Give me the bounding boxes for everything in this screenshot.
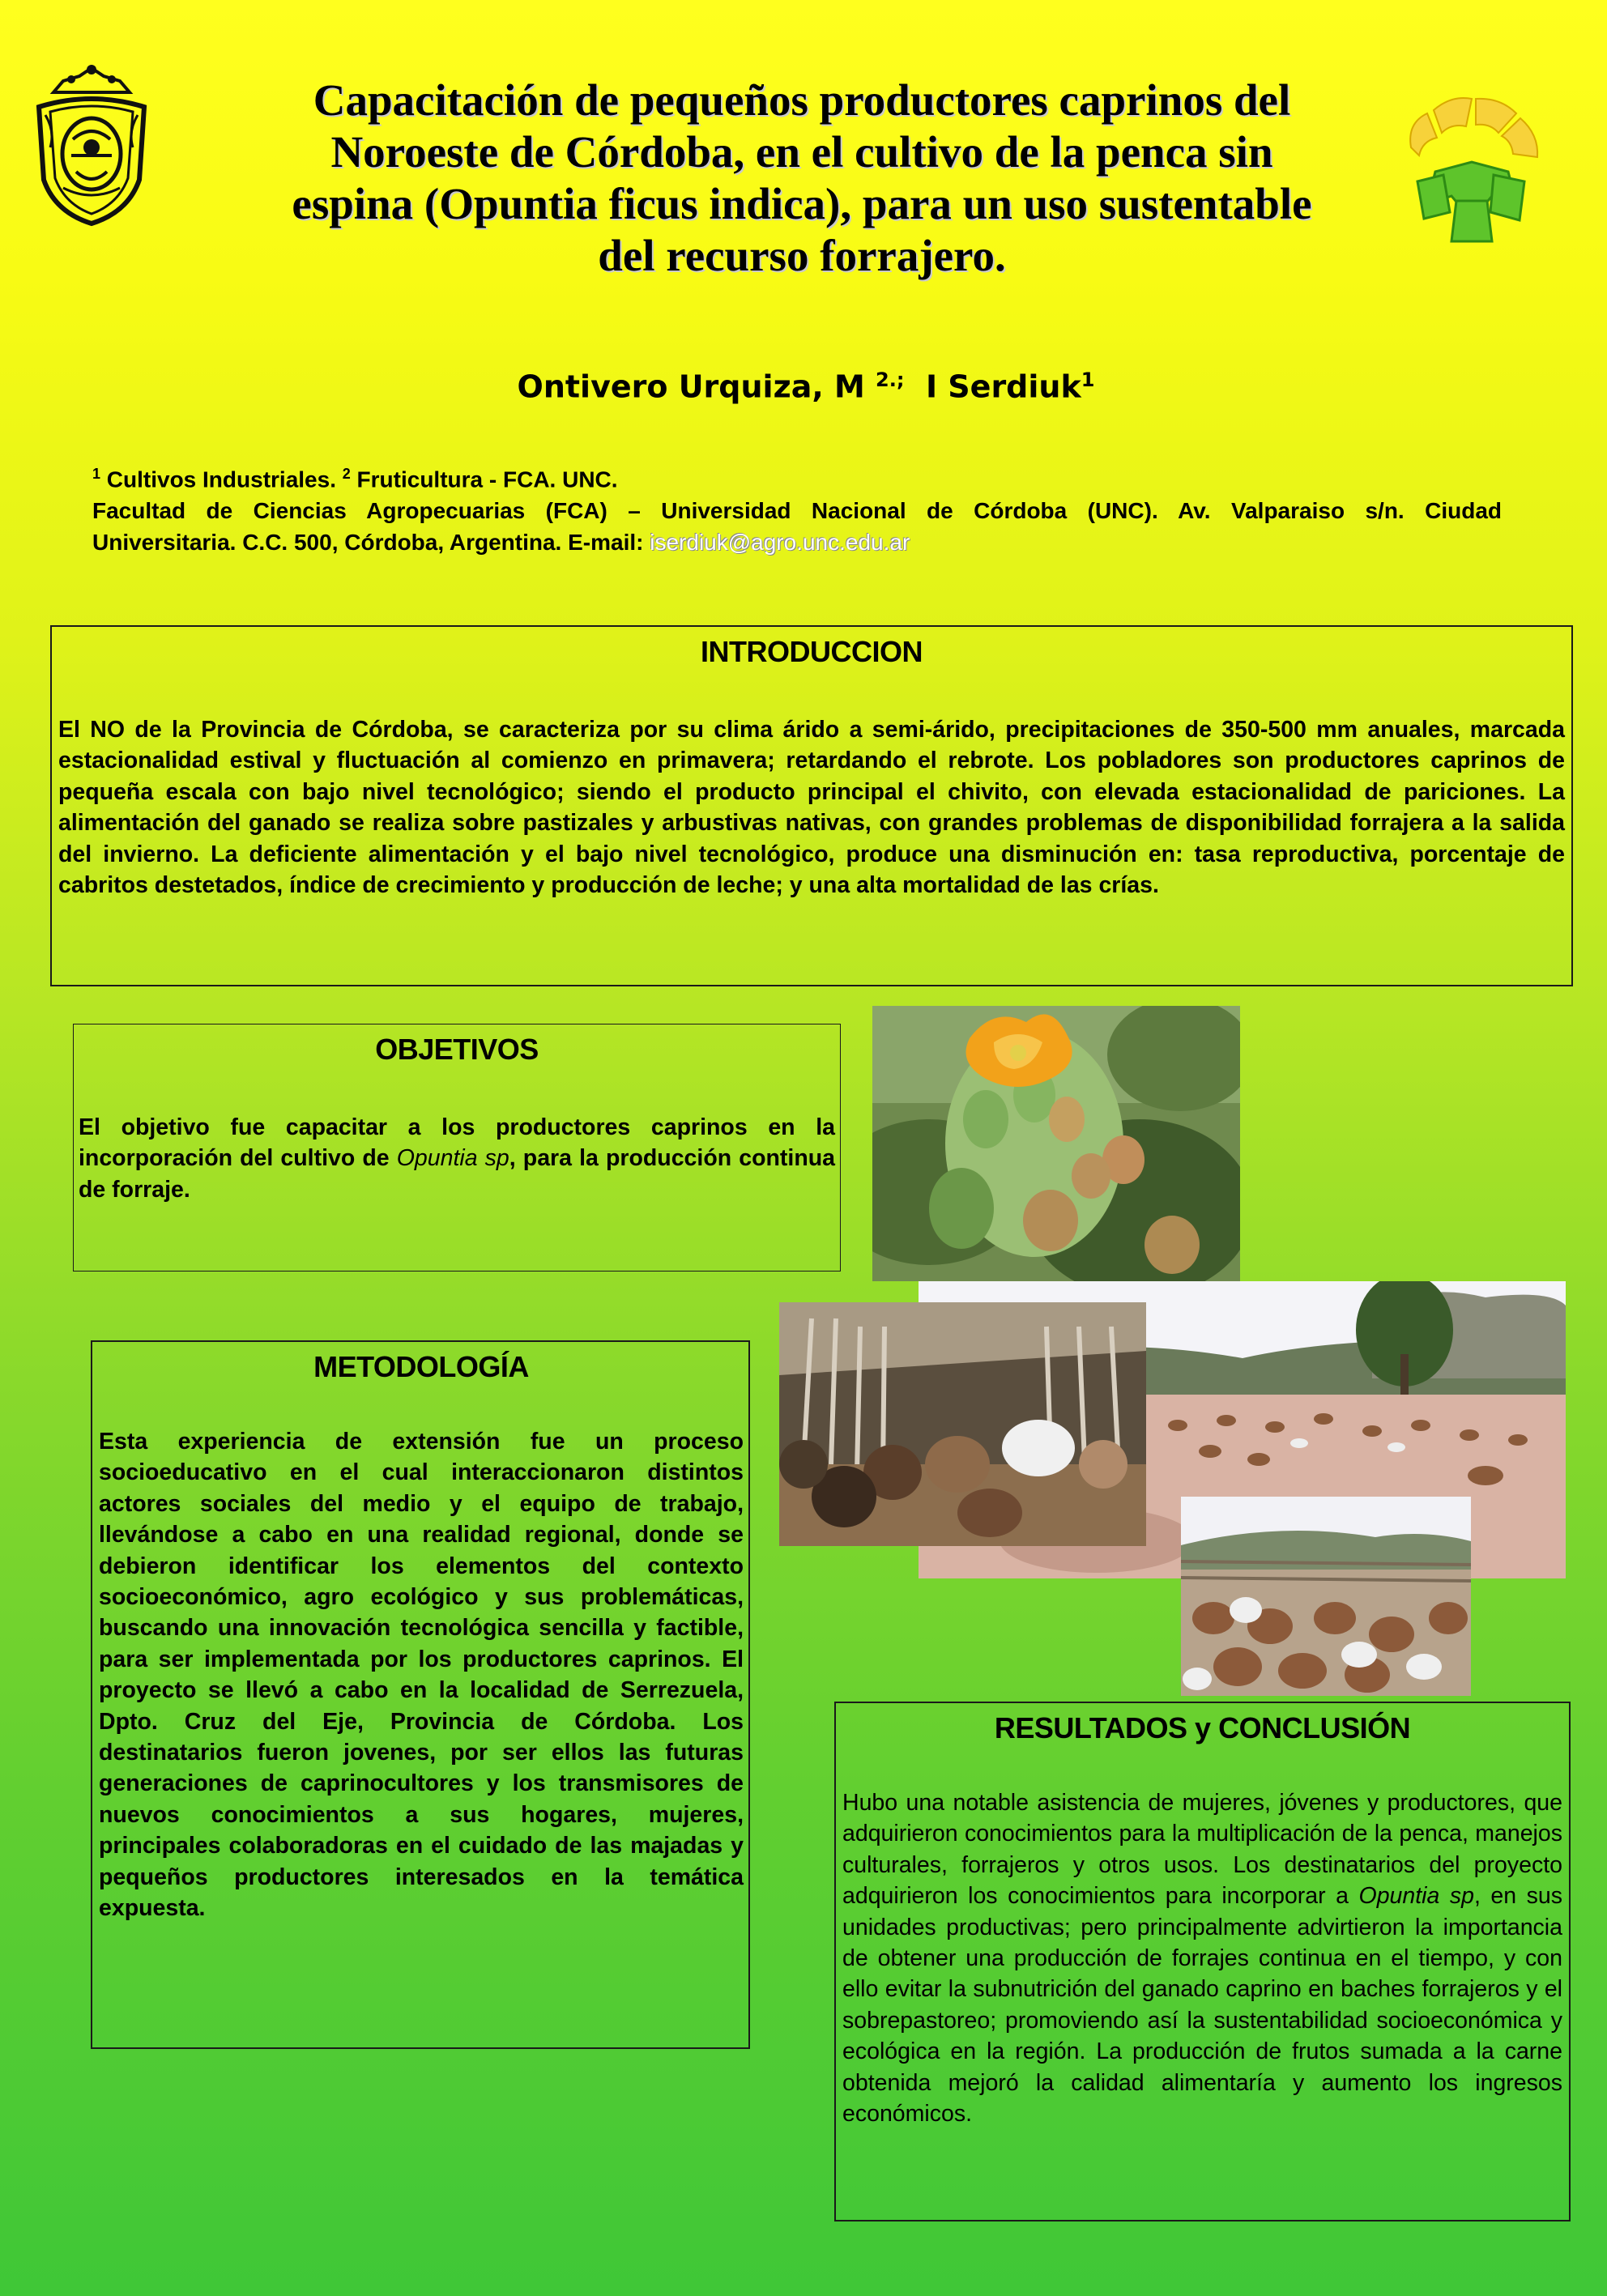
author-2: I Serdiuk xyxy=(925,368,1081,405)
introduccion-heading: INTRODUCCION xyxy=(701,635,923,668)
metodologia-text: Esta experiencia de extensión fue un proceso socioeducativo en el cual interaccionaron distintos actores sociales del medio y el equipo de trabajo, llevándose a cabo en una realidad regional, donde se debieron identificar los elementos del contexto socioeconómico, agro ecológico y sus problemáticas, buscando una innovación tecnológica sencilla y factible, para ser implementada por los productores caprinos. El proyecto se llevó a cabo en la localidad de Serrezuela, Dpto. Cruz del Eje, Provincia de Córdoba. Los destinatarios fueron jovenes, por ser ellos las futuras generaciones de caprinocultores y los transmisores de nuevos conocimientos a sus hogares, mujeres, principales colaboradoras en el cuidado de las majadas y pequeños productores interesados en la temática expuesta. xyxy=(99,1429,744,1922)
authors xyxy=(162,368,1450,405)
author-1: Ontivero Urquiza, M xyxy=(517,368,865,405)
affiliation-departments: $^1$ Cultivos Industriales. $^2$ Fruticultura - FCA. UNC. xyxy=(92,466,618,492)
opuntia-flower-photo xyxy=(872,1006,1240,1281)
introduccion-section xyxy=(50,625,1573,986)
introduccion-text: El NO de la Provincia de Córdoba, se caracteriza por su clima árido a semi-árido, precipitaciones de 350-500 mm anuales, marcada estacionalidad estival y fluctuación al comienzo en primavera; retardando el rebrote. Los pobladores son productores caprinos de pequeña escala con bajo nivel tecnológico; siendo el producto principal el chivito, con elevada estacionalidad de pariciones. La alimentación del ganado se realiza sobre pastizales y arbustivas nativas, con grandes problemas de disponibilidad forrajera a la salida del invierno. La deficiente alimentación y el bajo nivel tecnológico, produce una disminución en: tasa reproductiva, porcentaje de cabritos destetados, índice de crecimiento y producción de leche; y una alta mortalidad de las crías. xyxy=(58,717,1565,899)
title-line: espina (Opuntia ficus indica), para un uso sustentable xyxy=(292,179,1312,228)
goats-pen-photo xyxy=(1181,1497,1471,1696)
institution-logo xyxy=(1395,91,1549,253)
goats-shelter-photo xyxy=(779,1302,1146,1546)
objetivos-section xyxy=(73,1024,841,1272)
author-2-affiliation: 1 xyxy=(1081,368,1095,391)
objetivos-text: El objetivo fue capacitar a los productores caprinos en la incorporación del cultivo de Opuntia sp, para la producción continua de forraje. xyxy=(79,1114,835,1203)
affiliation-address: Universitaria. C.C. 500, Córdoba, Argentina. E-mail: iserdiuk@agro.unc.edu.ar xyxy=(92,530,910,556)
poster-title xyxy=(219,75,1385,282)
metodologia-section xyxy=(91,1340,750,2049)
objetivos-heading: OBJETIVOS xyxy=(375,1033,539,1066)
title-line: Capacitación de pequeños productores caprinos del xyxy=(313,75,1291,125)
metodologia-heading: METODOLOGÍA xyxy=(313,1350,529,1383)
resultados-heading: RESULTADOS y CONCLUSIÓN xyxy=(994,1711,1411,1744)
affiliation-faculty: Facultad de Ciencias Agropecuarias (FCA) – Universidad Nacional de Córdoba (UNC). Av. Valparaiso s/n. Ciudad xyxy=(92,498,1502,524)
title-line: del recurso forrajero. xyxy=(598,231,1006,280)
email-link[interactable]: iserdiuk@agro.unc.edu.ar xyxy=(650,530,910,556)
affiliation-block xyxy=(92,458,1502,558)
resultados-text: Hubo una notable asistencia de mujeres, jóvenes y productores, que adquirieron conocimientos para la multiplicación de la penca, manejos culturales, forrajeros y otros usos. Los destinatarios del proyecto adquirieron los conocimientos para incorporar a Opuntia sp, en sus unidades productivas; pero principalmente advirtieron la importancia de obtener una producción de forrajes continua en el tiempo, y con ello evitar la subnutrición del ganado caprino en baches forrajeros y el sobrepastoreo; promoviendo así la sustentabilidad socioeconómica y ecológica en la región. La producción de frutos sumada a la carne obtenida mejoró la calidad alimentaría y aumento los ingresos económicos. xyxy=(842,1790,1562,2128)
title-line: Noroeste de Córdoba, en el cultivo de la penca sin xyxy=(330,127,1273,177)
author-1-affiliation: 2.; xyxy=(876,368,905,391)
resultados-section xyxy=(834,1702,1571,2221)
university-seal-logo xyxy=(31,58,152,228)
